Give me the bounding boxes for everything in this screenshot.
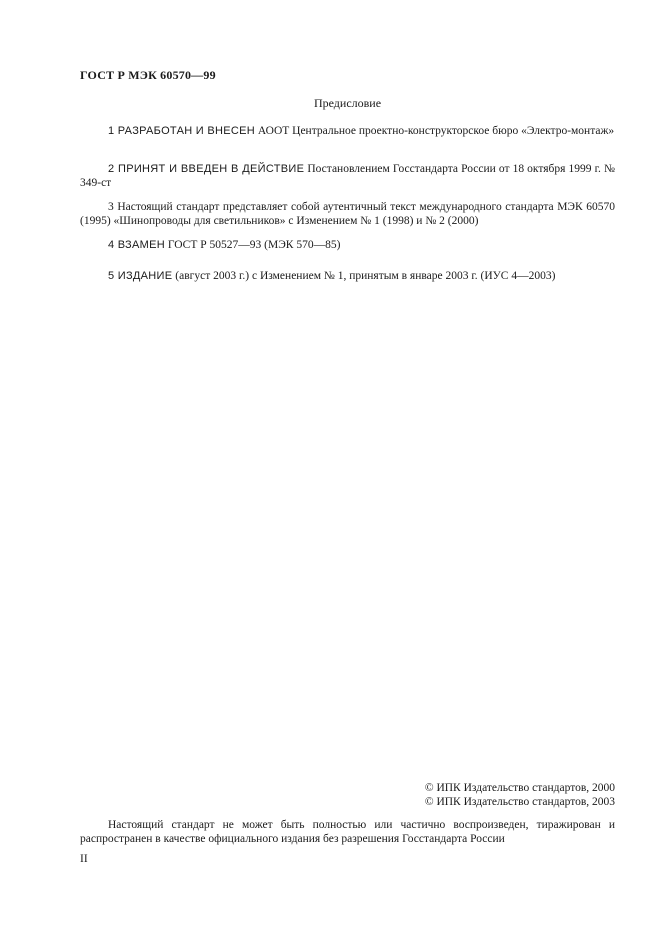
preface-item-5-text: (август 2003 г.) с Изменением № 1, принятым в январе 2003 г. (ИУС 4—2003) — [172, 270, 556, 282]
preface-item-5 — [80, 269, 615, 283]
reproduction-notice: Настоящий стандарт не может быть полностью или частично воспроизведен, тиражирован и распространен в качестве официального издания без разрешения Госстандарта России — [80, 819, 615, 845]
preface-item-4 — [80, 238, 615, 252]
preface-item-2 — [80, 162, 615, 190]
preface-item-4-text: ГОСТ Р 50527—93 (МЭК 570—85) — [164, 239, 341, 251]
standard-code-header: ГОСТ Р МЭК 60570—99 — [80, 68, 216, 82]
preface-item-5-lead: 5 ИЗДАНИЕ — [108, 270, 173, 282]
preface-item-1-lead: 1 РАЗРАБОТАН И ВНЕСЕН — [108, 125, 256, 137]
copyright-line-2003: © ИПК Издательство стандартов, 2003 — [424, 796, 615, 808]
preface-title: Предисловие — [313, 96, 382, 110]
preface-item-1-text: АООТ Центральное проектно-конструкторское бюро «Электро-монтаж» — [255, 125, 615, 137]
page-number: II — [80, 853, 88, 865]
preface-item-3 — [80, 200, 615, 228]
preface-item-2-lead: 2 ПРИНЯТ И ВВЕДЕН В ДЕЙСТВИЕ — [108, 163, 305, 175]
copyright-block — [80, 781, 615, 809]
preface-item-2-text: Постановлением Госстандарта России от 18 октября 1999 г. № 349-ст — [80, 163, 615, 189]
preface-item-3-text: 3 Настоящий стандарт представляет собой аутентичный текст международного стандарта МЭК 60570 (1995) «Шинопроводы для светильников» с Изменением № 1 (1998) и № 2 (2000) — [80, 201, 615, 227]
preface-item-4-lead: 4 ВЗАМЕН — [108, 239, 165, 251]
preface-item-1 — [80, 124, 615, 138]
copyright-line-2000: © ИПК Издательство стандартов, 2000 — [424, 782, 615, 794]
